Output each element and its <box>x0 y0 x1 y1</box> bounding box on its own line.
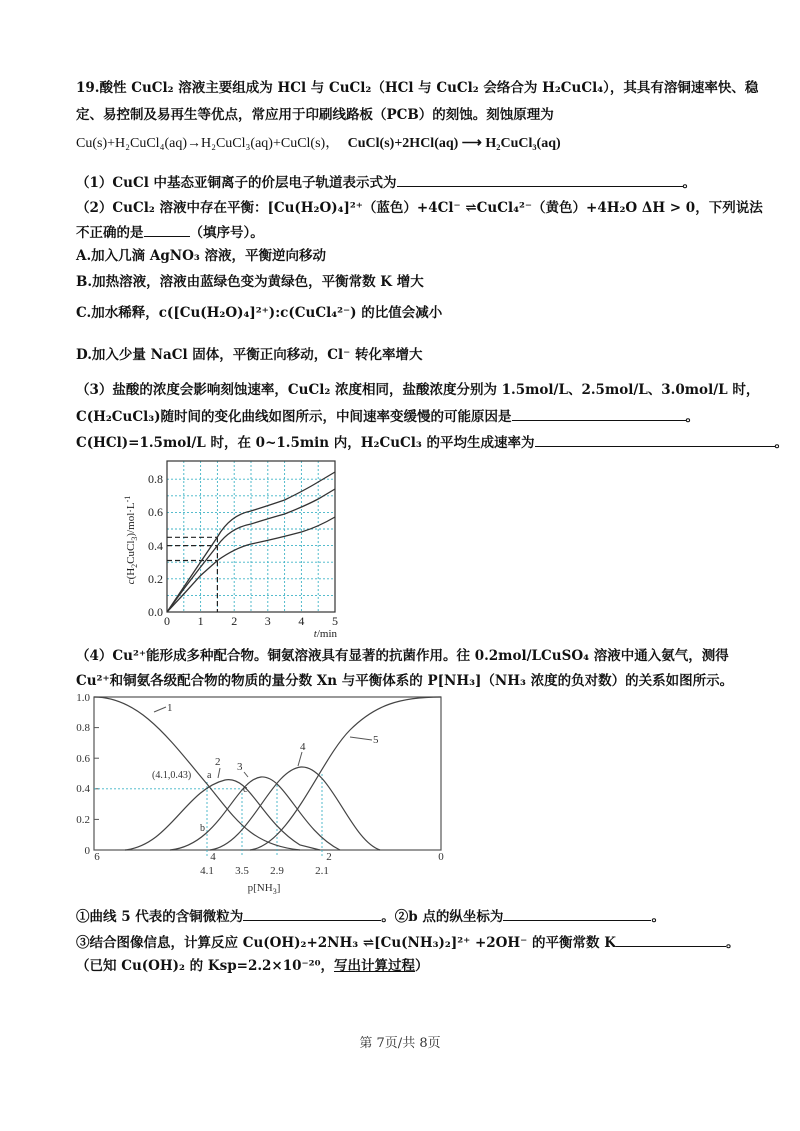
equation-2: CuCl(s)+2HCl(aq) ⟶ H₂CuCl₃(aq) <box>347 136 561 151</box>
period: 。 <box>725 935 740 951</box>
svg-text:0.2: 0.2 <box>76 814 90 826</box>
chart2-curve-labels <box>152 702 379 834</box>
svg-text:c: c <box>243 784 248 795</box>
page-footer: 第 7页/共 8页 <box>359 1036 441 1051</box>
part2-prompt: 不正确的是 <box>76 225 144 241</box>
part3-line2 <box>76 406 699 427</box>
svg-text:5: 5 <box>332 614 338 628</box>
svg-text:2.1: 2.1 <box>315 865 329 877</box>
show-work-instruction: 写出计算过程 <box>333 958 415 974</box>
svg-text:0.2: 0.2 <box>148 572 163 586</box>
svg-text:6: 6 <box>94 851 100 863</box>
part1-text: （1）CuCl 中基态亚铜离子的价层电子轨道表示式为 <box>76 175 397 191</box>
svg-text:2: 2 <box>231 614 238 628</box>
svg-text:0.8: 0.8 <box>148 472 163 486</box>
option-a: A.加入几滴 AgNO₃ 溶液，平衡逆向移动 <box>76 248 327 264</box>
question-intro-line1 <box>76 78 758 98</box>
svg-text:0.4: 0.4 <box>148 539 163 553</box>
svg-text:1.0: 1.0 <box>76 692 90 704</box>
period: 。 <box>682 175 697 191</box>
part4-q1-q2 <box>76 906 665 927</box>
svg-text:2: 2 <box>326 851 332 863</box>
part3-rate-blank[interactable] <box>535 432 775 447</box>
svg-text:0.4: 0.4 <box>76 783 90 795</box>
k-value-blank[interactable] <box>616 932 726 947</box>
part1-answer-blank[interactable] <box>397 172 683 187</box>
part2-hint: （填序号）。 <box>189 225 264 241</box>
part4-line2: Cu²⁺和铜氨各级配合物的物质的量分数 Xn 与平衡体系的 P[NH₃]（NH₃ 浓度的负对数）的关系如图所示。 <box>76 673 734 689</box>
chart1-yticks <box>148 472 163 619</box>
chart1-ylabel: $c(H_2CuCl_3)/mol\cdot L^{-1}$ <box>123 495 139 585</box>
part4-line1: （4）Cu²⁺能形成多种配合物。铜氨溶液具有显著的抗菌作用。往 0.2mol/LCuSO₄ 溶液中通入氨气，测得 <box>76 648 729 664</box>
svg-text:4: 4 <box>210 851 216 863</box>
part1-line <box>76 172 696 193</box>
question-number: 19. <box>76 80 100 96</box>
svg-text:b: b <box>200 823 205 834</box>
option-b: B.加热溶液，溶液由蓝绿色变为黄绿色，平衡常数 K 增大 <box>76 274 424 290</box>
part2-line2 <box>76 222 264 243</box>
svg-text:3: 3 <box>264 614 271 628</box>
chart2-xticks <box>94 851 444 877</box>
chart2-yticks <box>76 692 90 857</box>
svg-text:a: a <box>207 770 212 781</box>
b-point-y-blank[interactable] <box>503 906 651 921</box>
part3-prompt1: C(H₂CuCl₃)随时间的变化曲线如图所示，中间速率变缓慢的可能原因是 <box>76 409 512 425</box>
chart2-xlabel: $p[NH_3]$ <box>247 882 281 896</box>
period: 。 <box>651 909 665 925</box>
part2-line1: （2）CuCl₂ 溶液中存在平衡：[Cu(H₂O)₄]²⁺（蓝色）+4Cl⁻ ⇌CuCl₄²⁻（黄色）+4H₂O ΔH > 0，下列说法 <box>76 200 763 216</box>
part4-note <box>76 956 428 976</box>
period: 。 <box>685 409 700 425</box>
ksp-note: （已知 Cu(OH)₂ 的 Ksp=2.2×10⁻²⁰， <box>76 958 334 974</box>
svg-text:1: 1 <box>167 702 173 714</box>
part3-line1: （3）盐酸的浓度会影响刻蚀速率，CuCl₂ 浓度相同，盐酸浓度分别为 1.5mol/L、2.5mol/L、3.0mol/L 时， <box>76 382 760 398</box>
curve5-species-blank[interactable] <box>243 906 381 921</box>
part3-prompt2: C(HCl)=1.5mol/L 时，在 0~1.5min 内，H₂CuCl₃ 的平均生成速率为 <box>76 435 535 451</box>
reaction-equations <box>76 132 561 155</box>
chart2-guides <box>94 774 322 856</box>
svg-text:4: 4 <box>298 614 305 628</box>
intro-text-1: 酸性 CuCl₂ 溶液主要组成为 HCl 与 CuCl₂（HCl 与 CuCl₂ 会络合为 H₂CuCl₄），其具有溶铜速率快、稳 <box>99 80 759 96</box>
svg-text:2: 2 <box>215 756 221 768</box>
part4-q3-text: ③结合图像信息，计算反应 Cu(OH)₂+2NH₃ ⇌[Cu(NH₃)₂]²⁺ +2OH⁻ 的平衡常数 K <box>76 935 616 951</box>
part4-q2-text: 。②b 点的纵坐标为 <box>381 909 504 925</box>
svg-text:4: 4 <box>300 741 306 753</box>
option-c: C.加水稀释，c([Cu(H₂O)₄]²⁺):c(CuCl₄²⁻) 的比值会减小 <box>76 305 443 321</box>
svg-text:3: 3 <box>237 761 243 773</box>
svg-text:0.0: 0.0 <box>148 605 163 619</box>
part2-answer-blank[interactable] <box>144 222 190 237</box>
equation-1: Cu(s)+H₂CuCl₄(aq)→H₂CuCl₃(aq)+CuCl(s)， <box>76 136 340 151</box>
period: 。 <box>774 435 789 451</box>
chart1-grid <box>167 461 335 612</box>
svg-text:1: 1 <box>197 614 204 628</box>
svg-text:2.9: 2.9 <box>270 865 284 877</box>
chart-concentration-vs-time <box>120 455 360 645</box>
svg-text:0: 0 <box>84 845 90 857</box>
svg-text:4.1: 4.1 <box>200 865 214 877</box>
option-d: D.加入少量 NaCl 固体，平衡正向移动，Cl⁻ 转化率增大 <box>76 347 423 363</box>
part4-q3 <box>76 932 739 953</box>
part3-reason-blank[interactable] <box>512 406 686 421</box>
chart2-frame <box>94 697 441 850</box>
paren: ） <box>414 958 429 974</box>
svg-text:0.6: 0.6 <box>76 753 90 765</box>
part4-q1-text: ①曲线 5 代表的含铜微粒为 <box>76 909 244 925</box>
svg-text:0.8: 0.8 <box>76 722 90 734</box>
question-intro-line2: 定、易控制及易再生等优点，常应用于印刷线路板（PCB）的刻蚀。刻蚀原理为 <box>76 107 554 123</box>
svg-text:0: 0 <box>164 614 170 628</box>
curve-4 <box>210 767 380 850</box>
part3-line3 <box>76 432 788 453</box>
svg-text:0.6: 0.6 <box>148 505 163 519</box>
chart1-xlabel: t/min <box>313 628 337 640</box>
svg-text:0: 0 <box>438 851 444 863</box>
chart-distribution-vs-pNH3 <box>60 690 460 900</box>
svg-text:(4.1,0.43): (4.1,0.43) <box>152 770 192 781</box>
curve-1 <box>94 697 300 850</box>
svg-text:3.5: 3.5 <box>235 865 249 877</box>
chart1-xticks <box>164 614 338 628</box>
svg-text:5: 5 <box>373 734 379 746</box>
